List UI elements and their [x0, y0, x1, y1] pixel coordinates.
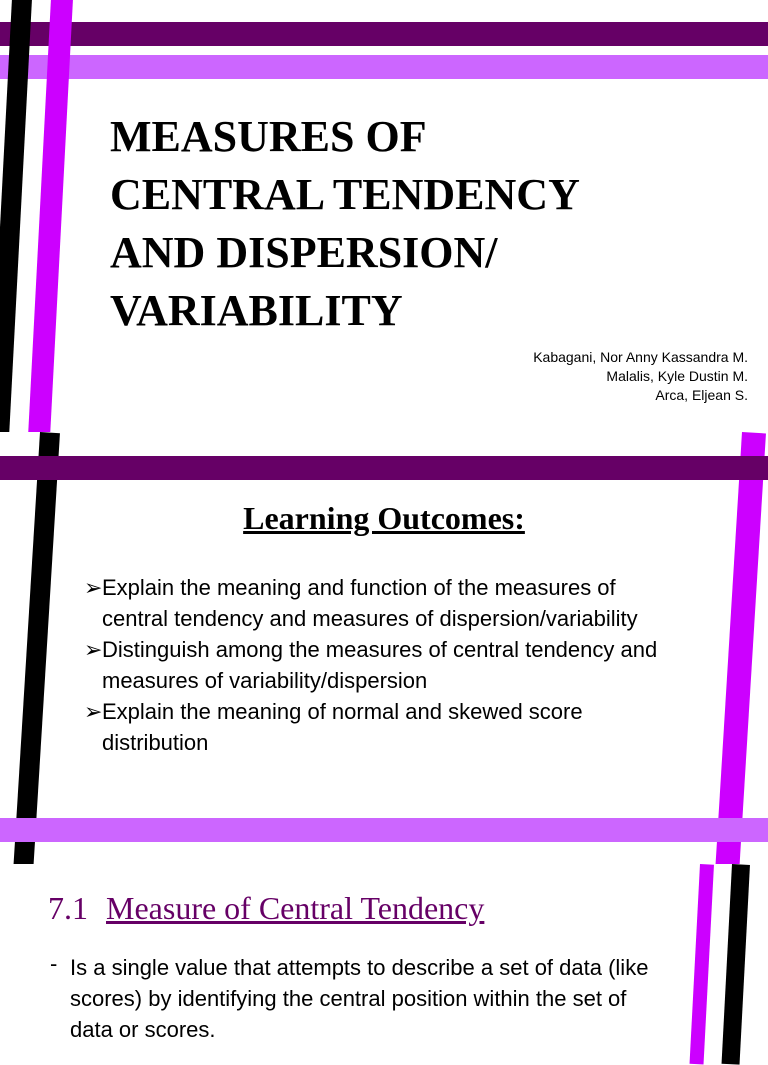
arrow-bullet-icon: ➢	[84, 637, 103, 662]
presentation-title	[110, 108, 730, 340]
author-name: Kabagani, Nor Anny Kassandra M.	[533, 349, 748, 365]
decorative-bar-light	[0, 55, 768, 79]
list-item	[84, 634, 684, 696]
outcome-text: Distinguish among the measures of central tendency and measures of variability/dispersion	[102, 637, 658, 693]
outcome-text: Explain the meaning of normal and skewed score distribution	[102, 699, 583, 755]
outcome-text: Explain the meaning and function of the measures of central tendency and measures of dispersion/variability	[102, 575, 638, 631]
section-number: 7.1	[48, 890, 88, 926]
list-item	[84, 696, 684, 758]
section-title: Measure of Central Tendency	[106, 890, 485, 926]
decorative-bar-dark	[0, 456, 768, 480]
decorative-bar-light	[0, 818, 768, 842]
section-heading	[48, 890, 484, 927]
title-line: CENTRAL TENDENCY	[110, 170, 580, 219]
section-heading: Learning Outcomes:	[243, 500, 525, 536]
title-line: AND DISPERSION/	[110, 228, 498, 277]
arrow-bullet-icon: ➢	[84, 575, 103, 600]
slide-title	[0, 0, 768, 432]
outcomes-list	[84, 572, 684, 758]
title-line: VARIABILITY	[110, 286, 403, 335]
author-name: Malalis, Kyle Dustin M.	[606, 368, 748, 384]
title-line: MEASURES OF	[110, 112, 427, 161]
author-list	[533, 348, 748, 405]
decorative-stripe-purple	[690, 864, 714, 1064]
decorative-bar-dark	[0, 22, 768, 46]
list-item	[84, 572, 684, 634]
arrow-bullet-icon: ➢	[84, 699, 103, 724]
slide-learning-outcomes	[0, 432, 768, 864]
slide-central-tendency	[0, 864, 768, 1042]
section-description	[50, 952, 670, 1045]
author-name: Arca, Eljean S.	[655, 387, 748, 403]
decorative-stripe-black	[722, 864, 750, 1065]
dash-bullet: -	[50, 951, 58, 976]
description-text: Is a single value that attempts to describe a set of data (like scores) by identifying the central position within the set of data or scores.	[70, 955, 649, 1042]
